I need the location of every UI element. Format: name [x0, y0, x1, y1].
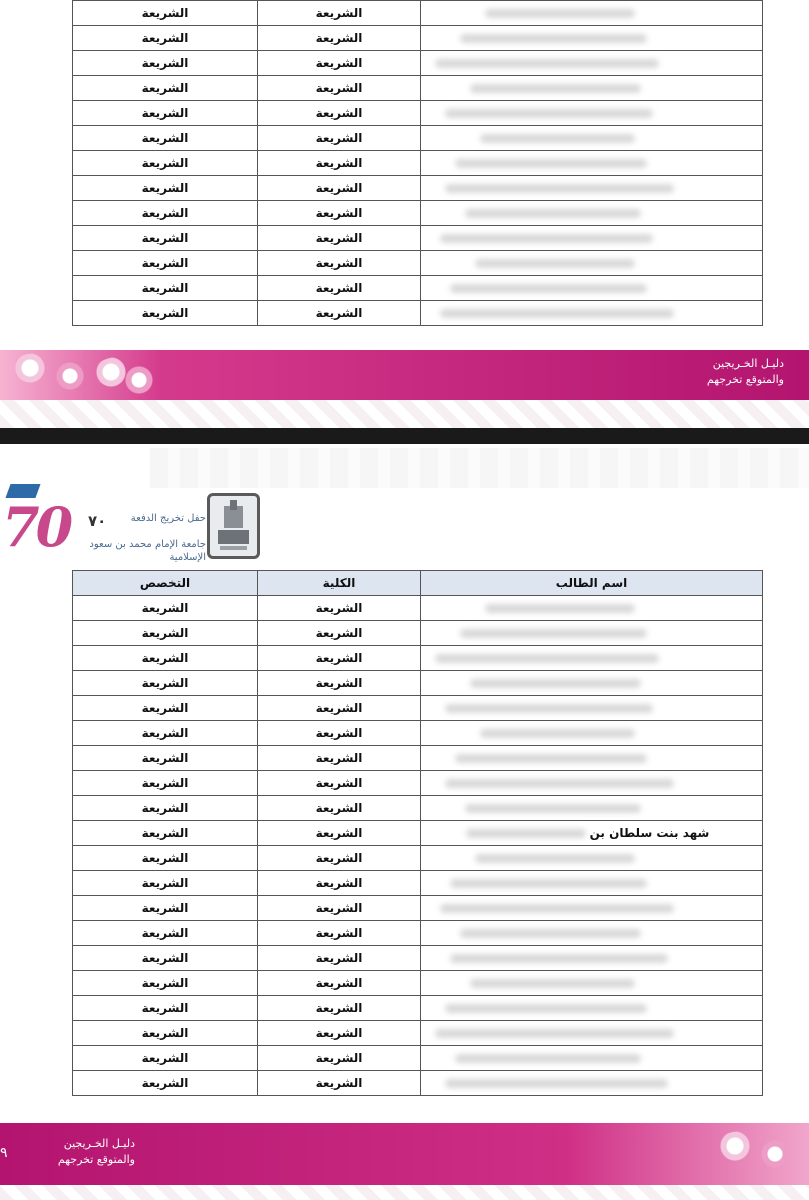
ceremony-line: حفل تخريج الدفعة: [130, 513, 206, 524]
cell-student-name: [421, 176, 763, 201]
cell-college: الشريعة: [258, 896, 421, 921]
cell-college: الشريعة: [258, 251, 421, 276]
redacted-name-blur: [445, 109, 653, 118]
redacted-name-blur: [465, 209, 641, 218]
redacted-name-blur: [475, 259, 635, 268]
cell-student-name: [421, 1071, 763, 1096]
students-table-body: [73, 596, 763, 1096]
cell-college: الشريعة: [258, 1071, 421, 1096]
cell-specialty: الشريعة: [73, 621, 258, 646]
redacted-name-blur: [485, 9, 635, 18]
cell-specialty: الشريعة: [73, 101, 258, 126]
cell-college: الشريعة: [258, 126, 421, 151]
cell-specialty: الشريعة: [73, 596, 258, 621]
table-row: [73, 301, 763, 326]
cell-student-name: [421, 126, 763, 151]
table-row: [73, 1046, 763, 1071]
table-row: [73, 721, 763, 746]
cell-student-name: [421, 101, 763, 126]
table-row: [73, 151, 763, 176]
cell-specialty: الشريعة: [73, 201, 258, 226]
cell-student-name: [421, 796, 763, 821]
redacted-name-blur: [440, 309, 674, 318]
cell-college: الشريعة: [258, 946, 421, 971]
table-row: [73, 821, 763, 846]
cell-college: الشريعة: [258, 796, 421, 821]
page-number: ٩: [0, 1145, 8, 1161]
cell-college: الشريعة: [258, 821, 421, 846]
cell-specialty: الشريعة: [73, 821, 258, 846]
cell-student-name: [421, 696, 763, 721]
cell-specialty: الشريعة: [73, 971, 258, 996]
top-table: [72, 0, 763, 326]
cell-specialty: الشريعة: [73, 921, 258, 946]
cell-student-name: [421, 276, 763, 301]
header-college: الكلية: [258, 571, 421, 596]
cell-student-name: [421, 151, 763, 176]
table-row: [73, 276, 763, 301]
cell-college: الشريعة: [258, 746, 421, 771]
redacted-name-blur: [445, 704, 653, 713]
table-row: [73, 1021, 763, 1046]
cell-student-name: [421, 1021, 763, 1046]
cell-student-name: [421, 1046, 763, 1071]
page-separator: [0, 428, 809, 444]
table-row: [73, 201, 763, 226]
cell-college: الشريعة: [258, 921, 421, 946]
table-row: [73, 746, 763, 771]
table-row: [73, 251, 763, 276]
cell-college: الشريعة: [258, 51, 421, 76]
university-line: جامعة الإمام محمد بن سعود الإسلامية: [89, 539, 206, 563]
cell-specialty: الشريعة: [73, 276, 258, 301]
redacted-name-blur: [450, 284, 647, 293]
students-table: [72, 570, 763, 1096]
cell-specialty: الشريعة: [73, 151, 258, 176]
cell-specialty: الشريعة: [73, 1046, 258, 1071]
cell-specialty: الشريعة: [73, 771, 258, 796]
flourish-decoration-2: [90, 356, 160, 396]
table-row: [73, 621, 763, 646]
cell-college: الشريعة: [258, 151, 421, 176]
cell-student-name: [421, 596, 763, 621]
redacted-name-blur: [445, 1079, 668, 1088]
table-row: [73, 101, 763, 126]
bottom-banner-line1: دليـل الخـريجين: [63, 1137, 135, 1150]
table-row: [73, 126, 763, 151]
table-row: [73, 871, 763, 896]
cell-specialty: الشريعة: [73, 871, 258, 896]
cell-college: الشريعة: [258, 301, 421, 326]
redacted-name-blur: [445, 184, 674, 193]
redacted-name-blur: [445, 1004, 647, 1013]
student-name-text: شهد بنت سلطان بن: [589, 826, 710, 840]
cell-specialty: الشريعة: [73, 1021, 258, 1046]
cell-college: الشريعة: [258, 671, 421, 696]
cell-specialty: الشريعة: [73, 746, 258, 771]
mid-banner-line1: دليـل الخـريجين: [712, 357, 784, 370]
mid-banner-title: [707, 356, 784, 388]
cell-student-name: [421, 251, 763, 276]
cell-specialty: الشريعة: [73, 996, 258, 1021]
bottom-pattern: [0, 1185, 809, 1200]
cell-specialty: الشريعة: [73, 1, 258, 26]
cell-college: الشريعة: [258, 26, 421, 51]
flourish-right-decoration: [705, 1130, 805, 1170]
table-row: [73, 176, 763, 201]
table-row: [73, 946, 763, 971]
cell-college: الشريعة: [258, 201, 421, 226]
university-emblem-icon: [210, 496, 257, 556]
cell-student-name: [421, 301, 763, 326]
cell-college: الشريعة: [258, 846, 421, 871]
redacted-name-blur: [440, 904, 674, 913]
cell-college: الشريعة: [258, 996, 421, 1021]
cell-student-name: [421, 671, 763, 696]
redacted-name-blur: [455, 754, 647, 763]
table-row: [73, 646, 763, 671]
redacted-name-blur: [455, 159, 647, 168]
cell-student-name: [421, 1, 763, 26]
table-row: [73, 696, 763, 721]
redacted-name-blur: [480, 134, 635, 143]
redacted-name-blur: [445, 779, 674, 788]
anniversary-logo: 70: [2, 495, 70, 559]
cell-specialty: الشريعة: [73, 721, 258, 746]
table-row: [73, 846, 763, 871]
cell-specialty: الشريعة: [73, 26, 258, 51]
redacted-name-blur: [470, 84, 641, 93]
cell-student-name: [421, 871, 763, 896]
cell-specialty: الشريعة: [73, 896, 258, 921]
redacted-name-blur: [480, 729, 635, 738]
cell-college: الشريعة: [258, 596, 421, 621]
table-row: [73, 26, 763, 51]
redacted-name-blur: [470, 979, 635, 988]
mid-banner-line2: والمتوقع تخرجهم: [706, 373, 784, 386]
cell-specialty: الشريعة: [73, 946, 258, 971]
redacted-name-blur: [435, 59, 659, 68]
cell-college: الشريعة: [258, 101, 421, 126]
table-row: [73, 921, 763, 946]
cell-student-name: [421, 646, 763, 671]
table-row: [73, 971, 763, 996]
redacted-name-blur: [455, 1054, 641, 1063]
university-logo-icon: [207, 493, 260, 559]
cell-specialty: الشريعة: [73, 671, 258, 696]
table-row: [73, 896, 763, 921]
cell-college: الشريعة: [258, 1, 421, 26]
cell-specialty: الشريعة: [73, 301, 258, 326]
cell-college: الشريعة: [258, 1046, 421, 1071]
table-row: [73, 671, 763, 696]
seventy-arabic-numeral: ٧٠: [88, 512, 107, 530]
flourish-left-decoration: [0, 352, 100, 392]
cell-specialty: الشريعة: [73, 696, 258, 721]
cell-specialty: الشريعة: [73, 251, 258, 276]
calligraphy-watermark: [150, 448, 809, 488]
cell-student-name: [421, 996, 763, 1021]
redacted-name-blur: [465, 804, 641, 813]
mid-banner-pattern: [0, 400, 809, 428]
cell-student-name: [421, 771, 763, 796]
cell-student-name: [421, 946, 763, 971]
header-student-name: اسم الطالب: [421, 571, 763, 596]
cell-specialty: الشريعة: [73, 646, 258, 671]
cell-specialty: الشريعة: [73, 1071, 258, 1096]
cell-specialty: الشريعة: [73, 796, 258, 821]
redacted-name-blur: [475, 854, 635, 863]
cell-college: الشريعة: [258, 276, 421, 301]
cell-student-name: [421, 26, 763, 51]
redacted-name-blur: [435, 1029, 674, 1038]
cell-college: الشريعة: [258, 696, 421, 721]
table-row: [73, 1071, 763, 1096]
cell-student-name: [421, 896, 763, 921]
cell-student-name: [421, 971, 763, 996]
table-row: [73, 796, 763, 821]
redacted-name-blur: [460, 629, 647, 638]
cell-college: الشريعة: [258, 971, 421, 996]
table-row: [73, 1, 763, 26]
cell-student-name: [421, 621, 763, 646]
cell-college: الشريعة: [258, 226, 421, 251]
cell-college: الشريعة: [258, 1021, 421, 1046]
cell-college: الشريعة: [258, 871, 421, 896]
cell-student-name: [421, 821, 763, 846]
cell-student-name: [421, 746, 763, 771]
cell-student-name: [421, 846, 763, 871]
cell-college: الشريعة: [258, 771, 421, 796]
bottom-banner-title: [30, 1136, 135, 1168]
cell-student-name: [421, 721, 763, 746]
cell-student-name: [421, 226, 763, 251]
table-row: [73, 996, 763, 1021]
header-specialty: التخصص: [73, 571, 258, 596]
redacted-name-blur: [450, 879, 647, 888]
redacted-name-blur: [460, 34, 647, 43]
cell-specialty: الشريعة: [73, 76, 258, 101]
cell-college: الشريعة: [258, 76, 421, 101]
redacted-name-blur: [460, 929, 641, 938]
cell-college: الشريعة: [258, 621, 421, 646]
top-table-body: [73, 1, 763, 326]
redacted-name-blur: [470, 679, 641, 688]
table-row: [73, 596, 763, 621]
table-row: [73, 771, 763, 796]
cell-college: الشريعة: [258, 176, 421, 201]
cell-specialty: الشريعة: [73, 126, 258, 151]
table-row: [73, 51, 763, 76]
redacted-name-blur: [440, 234, 653, 243]
redacted-name-blur: [485, 604, 635, 613]
cell-college: الشريعة: [258, 646, 421, 671]
cell-college: الشريعة: [258, 721, 421, 746]
cell-specialty: الشريعة: [73, 51, 258, 76]
cell-student-name: [421, 76, 763, 101]
table-header-row: [73, 571, 763, 596]
bottom-banner-line2: والمتوقع تخرجهم: [57, 1153, 135, 1166]
redacted-name-blur: [450, 954, 668, 963]
cell-student-name: [421, 201, 763, 226]
cell-specialty: الشريعة: [73, 226, 258, 251]
table-row: [73, 76, 763, 101]
table-row: [73, 226, 763, 251]
cell-student-name: [421, 51, 763, 76]
cell-specialty: الشريعة: [73, 176, 258, 201]
cell-student-name: [421, 921, 763, 946]
cell-specialty: الشريعة: [73, 846, 258, 871]
redacted-name-blur: [466, 829, 586, 838]
redacted-name-blur: [435, 654, 659, 663]
